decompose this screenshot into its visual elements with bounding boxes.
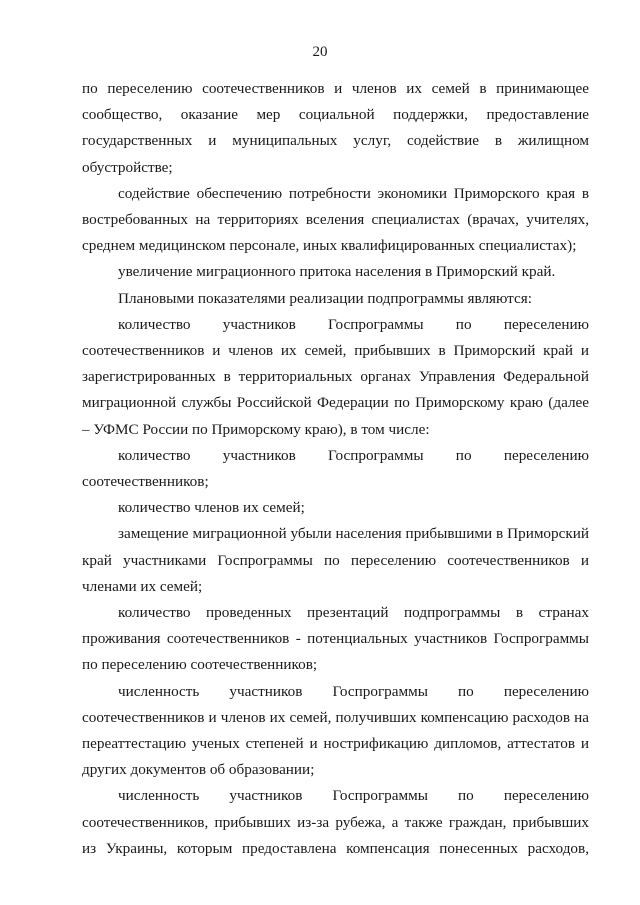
page-number: 20	[312, 44, 328, 60]
paragraph: содействие обеспечению потребности экономики Приморского края в востребованных на территориях вселения специалистах (врачах, учителях, среднем медицинском персонале, иных квалифицированных специалистах);	[82, 184, 589, 255]
paragraph: численность участников Госпрограммы по переселению соотечественников, прибывших из-за рубежа, а также граждан, прибывших из Украины, которым предоставлена компенсация понесенных расходов,	[82, 787, 589, 857]
paragraph: численность участников Госпрограммы по переселению соотечественников и членов их семей, получивших компенсацию расходов на переаттестацию ученых степеней и нострификацию дипломов, аттестатов и других документов об образовании;	[82, 682, 589, 779]
paragraph: количество участников Госпрограммы по переселению соотечественников;	[82, 446, 589, 491]
paragraph: по переселению соотечественников и членов их семей в принимающее сообщество, оказание мер социальной поддержки, предоставление государственных и муниципальных услуг, содействие в жилищном обустройстве;	[82, 80, 589, 176]
paragraph: увеличение миграционного притока населения в Приморский край.	[118, 263, 556, 281]
paragraph: замещение миграционной убыли населения прибывшими в Приморский край участниками Госпрограммы по переселению соотечественников и членами их семей;	[82, 525, 589, 595]
paragraph: Плановыми показателями реализации подпрограммы являются:	[118, 289, 532, 307]
paragraph: количество членов их семей;	[118, 499, 305, 517]
paragraph: количество участников Госпрограммы по переселению соотечественников и членов их семей, прибывших в Приморский край и зарегистрированных в территориальных органах Управления Федеральной миграционной службы Российской Федерации по Приморскому краю (далее – УФМС России по Приморскому краю), в том числе:	[82, 315, 589, 438]
paragraph: количество проведенных презентаций подпрограммы в странах проживания соотечественников - потенциальных участников Госпрограммы по переселению соотечественников;	[82, 604, 589, 674]
body-text	[82, 76, 589, 862]
